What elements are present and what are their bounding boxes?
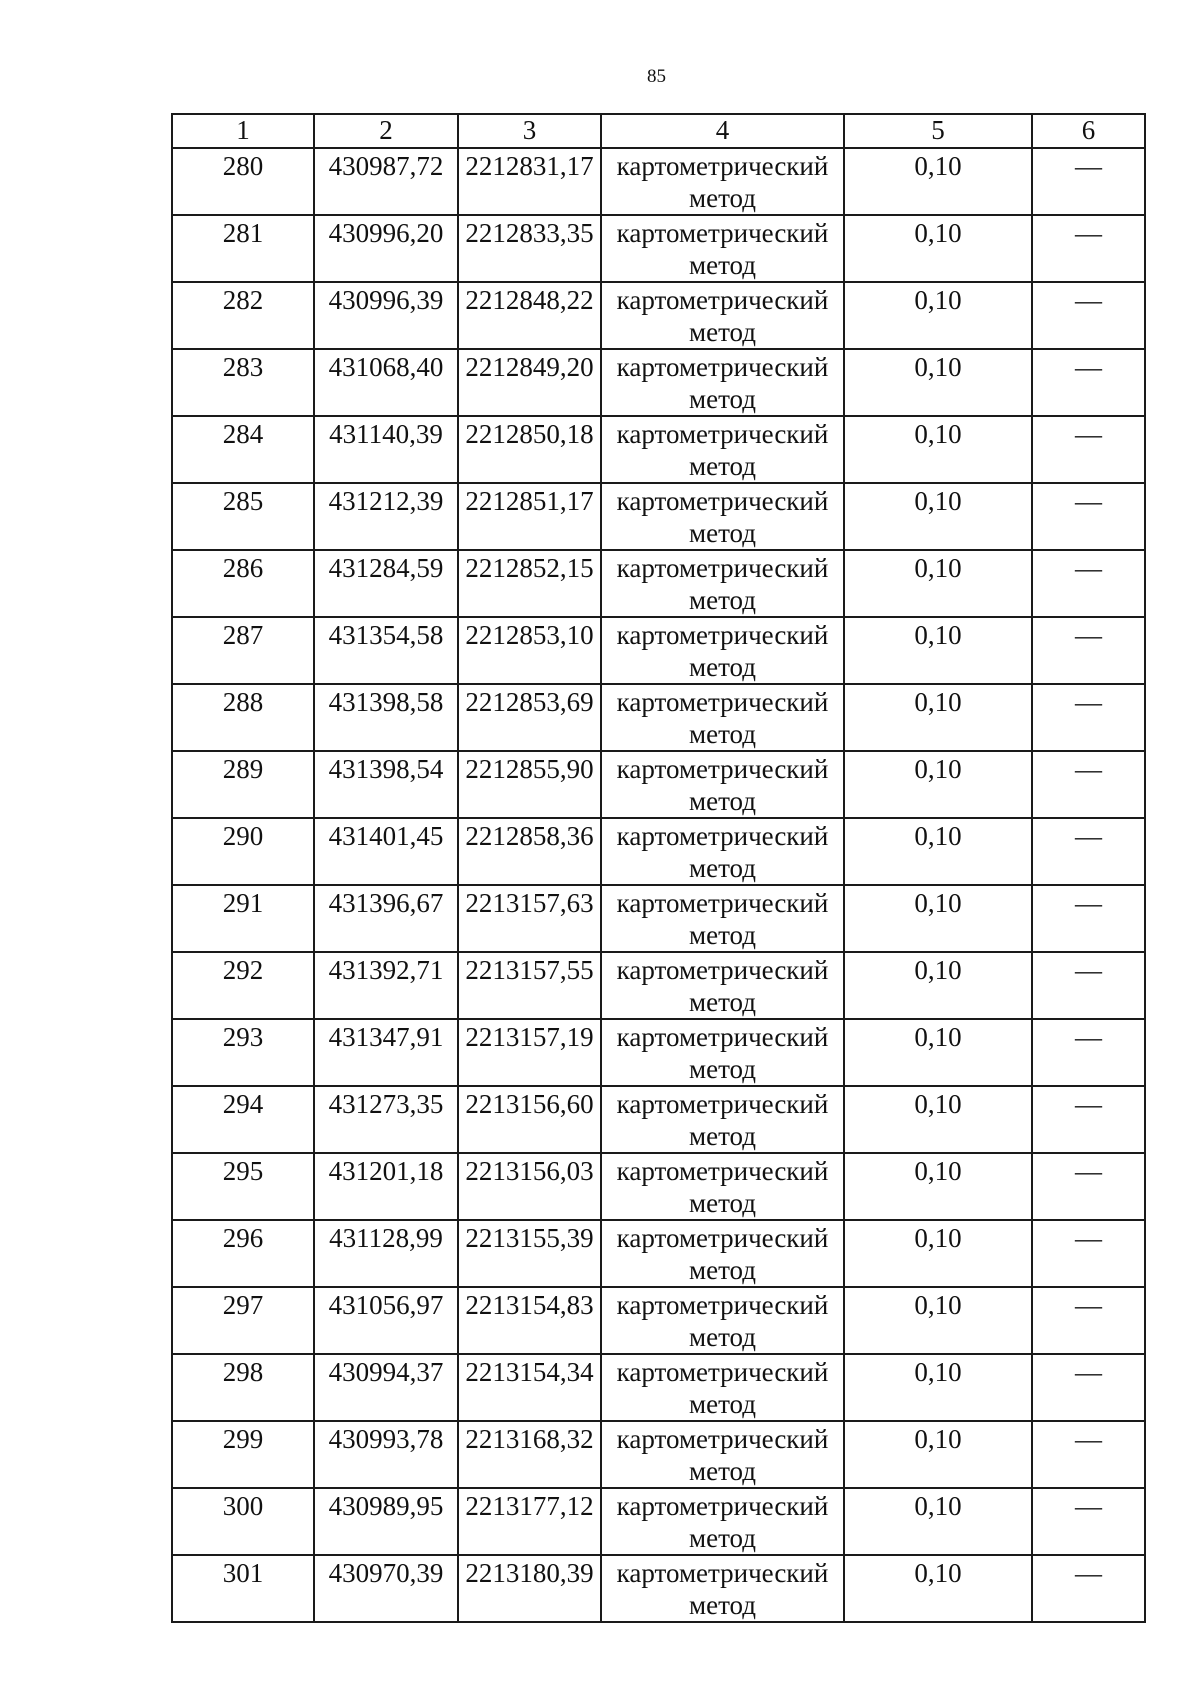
x-coordinate-cell: 431347,91 xyxy=(314,1019,458,1086)
x-coordinate-cell: 431140,39 xyxy=(314,416,458,483)
note-cell: — xyxy=(1032,617,1145,684)
table-row xyxy=(172,349,1145,416)
method-cell: картометрический метод xyxy=(601,885,844,952)
point-number-cell: 297 xyxy=(172,1287,314,1354)
y-coordinate-cell: 2213156,03 xyxy=(458,1153,601,1220)
point-number-cell: 285 xyxy=(172,483,314,550)
table-row xyxy=(172,885,1145,952)
table-row xyxy=(172,1086,1145,1153)
method-cell: картометрический метод xyxy=(601,1019,844,1086)
table-row xyxy=(172,1287,1145,1354)
note-cell: — xyxy=(1032,1019,1145,1086)
point-number-cell: 286 xyxy=(172,550,314,617)
x-coordinate-cell: 430970,39 xyxy=(314,1555,458,1622)
method-cell: картометрический метод xyxy=(601,1421,844,1488)
table-row xyxy=(172,215,1145,282)
y-coordinate-cell: 2213156,60 xyxy=(458,1086,601,1153)
note-cell: — xyxy=(1032,550,1145,617)
y-coordinate-cell: 2212855,90 xyxy=(458,751,601,818)
method-cell: картометрический метод xyxy=(601,818,844,885)
note-cell: — xyxy=(1032,1287,1145,1354)
accuracy-cell: 0,10 xyxy=(844,1354,1032,1421)
note-cell: — xyxy=(1032,818,1145,885)
y-coordinate-cell: 2213154,34 xyxy=(458,1354,601,1421)
method-cell: картометрический метод xyxy=(601,550,844,617)
point-number-cell: 283 xyxy=(172,349,314,416)
x-coordinate-cell: 431212,39 xyxy=(314,483,458,550)
accuracy-cell: 0,10 xyxy=(844,952,1032,1019)
table-row xyxy=(172,684,1145,751)
note-cell: — xyxy=(1032,148,1145,215)
column-header-6: 6 xyxy=(1032,114,1145,148)
note-cell: — xyxy=(1032,416,1145,483)
x-coordinate-cell: 431354,58 xyxy=(314,617,458,684)
y-coordinate-cell: 2213180,39 xyxy=(458,1555,601,1622)
accuracy-cell: 0,10 xyxy=(844,684,1032,751)
x-coordinate-cell: 430994,37 xyxy=(314,1354,458,1421)
point-number-cell: 296 xyxy=(172,1220,314,1287)
accuracy-cell: 0,10 xyxy=(844,416,1032,483)
table-row xyxy=(172,617,1145,684)
y-coordinate-cell: 2212851,17 xyxy=(458,483,601,550)
method-cell: картометрический метод xyxy=(601,684,844,751)
y-coordinate-cell: 2213157,55 xyxy=(458,952,601,1019)
method-cell: картометрический метод xyxy=(601,1153,844,1220)
table-row xyxy=(172,1354,1145,1421)
y-coordinate-cell: 2212849,20 xyxy=(458,349,601,416)
note-cell: — xyxy=(1032,483,1145,550)
y-coordinate-cell: 2213168,32 xyxy=(458,1421,601,1488)
y-coordinate-cell: 2213155,39 xyxy=(458,1220,601,1287)
note-cell: — xyxy=(1032,215,1145,282)
table-row xyxy=(172,1220,1145,1287)
point-number-cell: 288 xyxy=(172,684,314,751)
table-header-row xyxy=(172,114,1145,148)
accuracy-cell: 0,10 xyxy=(844,282,1032,349)
y-coordinate-cell: 2212853,10 xyxy=(458,617,601,684)
accuracy-cell: 0,10 xyxy=(844,483,1032,550)
point-number-cell: 301 xyxy=(172,1555,314,1622)
table-row xyxy=(172,1488,1145,1555)
method-cell: картометрический метод xyxy=(601,751,844,818)
method-cell: картометрический метод xyxy=(601,1220,844,1287)
accuracy-cell: 0,10 xyxy=(844,818,1032,885)
accuracy-cell: 0,10 xyxy=(844,215,1032,282)
note-cell: — xyxy=(1032,282,1145,349)
point-number-cell: 281 xyxy=(172,215,314,282)
method-cell: картометрический метод xyxy=(601,483,844,550)
accuracy-cell: 0,10 xyxy=(844,617,1032,684)
note-cell: — xyxy=(1032,1488,1145,1555)
note-cell: — xyxy=(1032,1555,1145,1622)
accuracy-cell: 0,10 xyxy=(844,1153,1032,1220)
point-number-cell: 282 xyxy=(172,282,314,349)
point-number-cell: 298 xyxy=(172,1354,314,1421)
x-coordinate-cell: 431056,97 xyxy=(314,1287,458,1354)
x-coordinate-cell: 430996,20 xyxy=(314,215,458,282)
y-coordinate-cell: 2213154,83 xyxy=(458,1287,601,1354)
column-header-5: 5 xyxy=(844,114,1032,148)
table-body xyxy=(172,148,1145,1622)
method-cell: картометрический метод xyxy=(601,617,844,684)
y-coordinate-cell: 2212853,69 xyxy=(458,684,601,751)
accuracy-cell: 0,10 xyxy=(844,1220,1032,1287)
y-coordinate-cell: 2213157,63 xyxy=(458,885,601,952)
coordinates-table xyxy=(171,113,1146,1623)
method-cell: картометрический метод xyxy=(601,952,844,1019)
note-cell: — xyxy=(1032,1153,1145,1220)
point-number-cell: 293 xyxy=(172,1019,314,1086)
table-row xyxy=(172,1555,1145,1622)
accuracy-cell: 0,10 xyxy=(844,1555,1032,1622)
note-cell: — xyxy=(1032,1220,1145,1287)
method-cell: картометрический метод xyxy=(601,1354,844,1421)
note-cell: — xyxy=(1032,684,1145,751)
y-coordinate-cell: 2212833,35 xyxy=(458,215,601,282)
note-cell: — xyxy=(1032,349,1145,416)
x-coordinate-cell: 431401,45 xyxy=(314,818,458,885)
point-number-cell: 280 xyxy=(172,148,314,215)
note-cell: — xyxy=(1032,1354,1145,1421)
y-coordinate-cell: 2213157,19 xyxy=(458,1019,601,1086)
y-coordinate-cell: 2212858,36 xyxy=(458,818,601,885)
x-coordinate-cell: 431068,40 xyxy=(314,349,458,416)
note-cell: — xyxy=(1032,952,1145,1019)
accuracy-cell: 0,10 xyxy=(844,349,1032,416)
y-coordinate-cell: 2212831,17 xyxy=(458,148,601,215)
column-header-4: 4 xyxy=(601,114,844,148)
point-number-cell: 292 xyxy=(172,952,314,1019)
point-number-cell: 290 xyxy=(172,818,314,885)
x-coordinate-cell: 431398,54 xyxy=(314,751,458,818)
table-row xyxy=(172,1421,1145,1488)
x-coordinate-cell: 431284,59 xyxy=(314,550,458,617)
column-header-1: 1 xyxy=(172,114,314,148)
column-header-3: 3 xyxy=(458,114,601,148)
accuracy-cell: 0,10 xyxy=(844,550,1032,617)
table-row xyxy=(172,416,1145,483)
accuracy-cell: 0,10 xyxy=(844,885,1032,952)
table-row xyxy=(172,282,1145,349)
accuracy-cell: 0,10 xyxy=(844,1019,1032,1086)
accuracy-cell: 0,10 xyxy=(844,1287,1032,1354)
column-header-2: 2 xyxy=(314,114,458,148)
point-number-cell: 284 xyxy=(172,416,314,483)
table-row xyxy=(172,483,1145,550)
accuracy-cell: 0,10 xyxy=(844,1488,1032,1555)
point-number-cell: 294 xyxy=(172,1086,314,1153)
x-coordinate-cell: 431128,99 xyxy=(314,1220,458,1287)
accuracy-cell: 0,10 xyxy=(844,148,1032,215)
page-number: 85 xyxy=(647,66,666,87)
accuracy-cell: 0,10 xyxy=(844,1421,1032,1488)
method-cell: картометрический метод xyxy=(601,349,844,416)
table-row xyxy=(172,550,1145,617)
x-coordinate-cell: 431396,67 xyxy=(314,885,458,952)
point-number-cell: 287 xyxy=(172,617,314,684)
y-coordinate-cell: 2212852,15 xyxy=(458,550,601,617)
method-cell: картометрический метод xyxy=(601,148,844,215)
note-cell: — xyxy=(1032,751,1145,818)
table-row xyxy=(172,952,1145,1019)
point-number-cell: 300 xyxy=(172,1488,314,1555)
table-row xyxy=(172,818,1145,885)
point-number-cell: 289 xyxy=(172,751,314,818)
table-row xyxy=(172,148,1145,215)
x-coordinate-cell: 430987,72 xyxy=(314,148,458,215)
table-row xyxy=(172,1153,1145,1220)
point-number-cell: 291 xyxy=(172,885,314,952)
y-coordinate-cell: 2212850,18 xyxy=(458,416,601,483)
y-coordinate-cell: 2213177,12 xyxy=(458,1488,601,1555)
note-cell: — xyxy=(1032,1086,1145,1153)
x-coordinate-cell: 430993,78 xyxy=(314,1421,458,1488)
note-cell: — xyxy=(1032,885,1145,952)
method-cell: картометрический метод xyxy=(601,215,844,282)
method-cell: картометрический метод xyxy=(601,1086,844,1153)
y-coordinate-cell: 2212848,22 xyxy=(458,282,601,349)
x-coordinate-cell: 430989,95 xyxy=(314,1488,458,1555)
point-number-cell: 299 xyxy=(172,1421,314,1488)
x-coordinate-cell: 430996,39 xyxy=(314,282,458,349)
accuracy-cell: 0,10 xyxy=(844,751,1032,818)
method-cell: картометрический метод xyxy=(601,1555,844,1622)
method-cell: картометрический метод xyxy=(601,416,844,483)
x-coordinate-cell: 431392,71 xyxy=(314,952,458,1019)
x-coordinate-cell: 431273,35 xyxy=(314,1086,458,1153)
x-coordinate-cell: 431398,58 xyxy=(314,684,458,751)
accuracy-cell: 0,10 xyxy=(844,1086,1032,1153)
method-cell: картометрический метод xyxy=(601,1287,844,1354)
method-cell: картометрический метод xyxy=(601,282,844,349)
x-coordinate-cell: 431201,18 xyxy=(314,1153,458,1220)
method-cell: картометрический метод xyxy=(601,1488,844,1555)
table-row xyxy=(172,1019,1145,1086)
point-number-cell: 295 xyxy=(172,1153,314,1220)
table-row xyxy=(172,751,1145,818)
note-cell: — xyxy=(1032,1421,1145,1488)
